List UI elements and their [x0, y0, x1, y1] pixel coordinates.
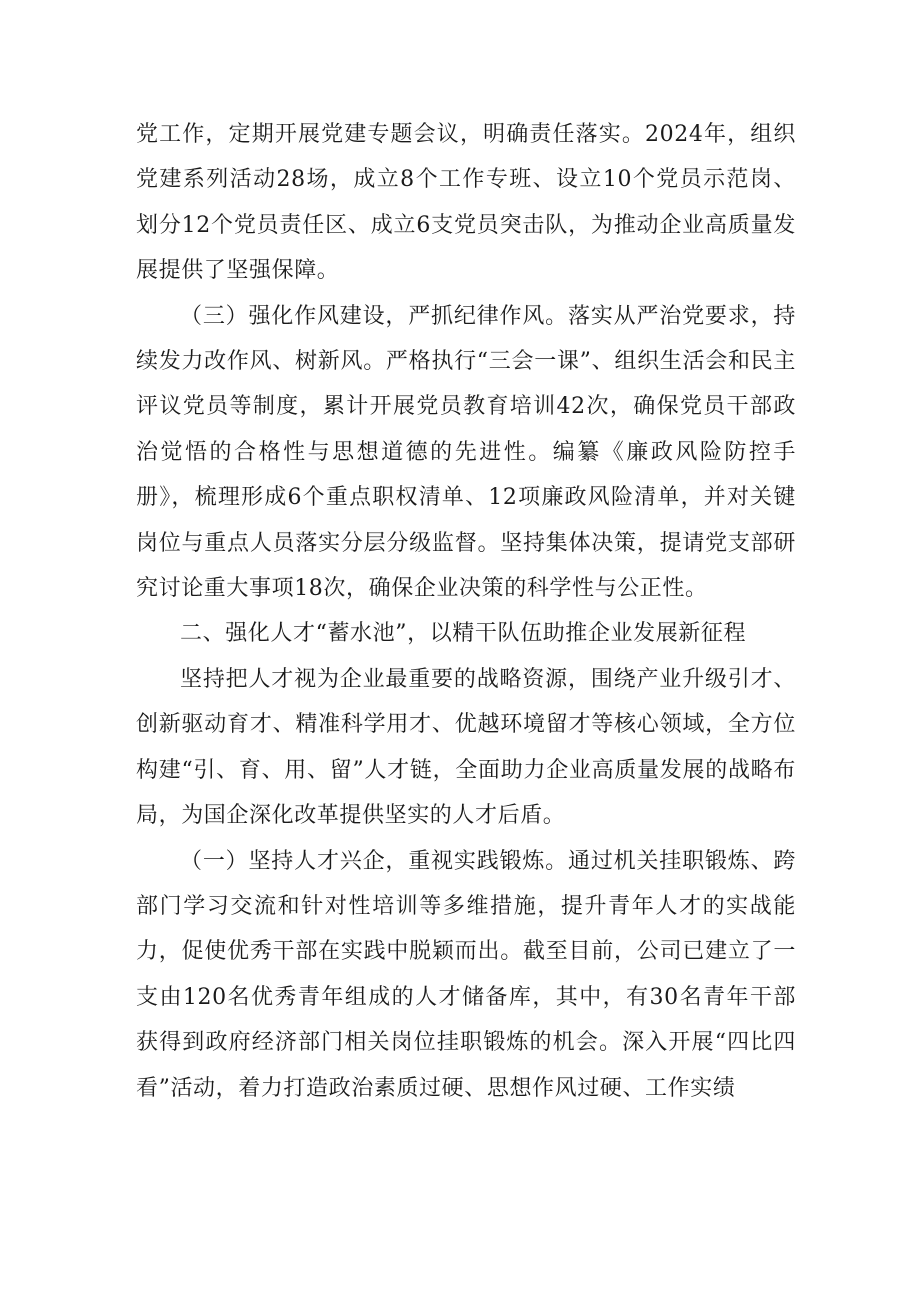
section-heading-talent-pool: 二、强化人才“蓄水池”，以精干队伍助推企业发展新征程: [180, 621, 747, 647]
paragraph-party-building-summary: 党工作，定期开展党建专题会议，明确责任落实。2024年，组织党建系列活动28场，成立8个工作专班、设立10个党员示范岗、划分12个党员责任区、成立6支党员突击队，为推动企业高质量发展提供了坚强保障。: [136, 122, 796, 284]
paragraph-work-style: （三）强化作风建设，严抓纪律作风。落实从严治党要求，持续发力改作风、树新风。严格执行“三会一课”、组织生活会和民主评议党员等制度，累计开展党员教育培训42次，确保党员干部政治觉悟的合格性与思想道德的先进性。编纂《廉政风险防控手册》，梳理形成6个重点职权清单、12项廉政风险清单，并对关键岗位与重点人员落实分层分级监督。坚持集体决策，提请党支部研究讨论重大事项18次，确保企业决策的科学性与公正性。: [136, 303, 796, 602]
document-body: [136, 112, 796, 1111]
paragraph-practice-training: （一）坚持人才兴企，重视实践锻炼。通过机关挂职锻炼、跨部门学习交流和针对性培训等多维措施，提升青年人才的实战能力，促使优秀干部在实践中脱颖而出。截至目前，公司已建立了一支由120名优秀青年组成的人才储备库，其中，有30名青年干部获得到政府经济部门相关岗位挂职锻炼的机会。深入开展“四比四看”活动，着力打造政治素质过硬、思想作风过硬、工作实绩: [136, 848, 796, 1101]
paragraph-talent-strategy: 坚持把人才视为企业最重要的战略资源，围绕产业升级引才、创新驱动育才、精准科学用才、优越环境留才等核心领域，全方位构建“引、育、用、留”人才链，全面助力企业高质量发展的战略布局，为国企深化改革提供坚实的人才后盾。: [136, 666, 796, 829]
